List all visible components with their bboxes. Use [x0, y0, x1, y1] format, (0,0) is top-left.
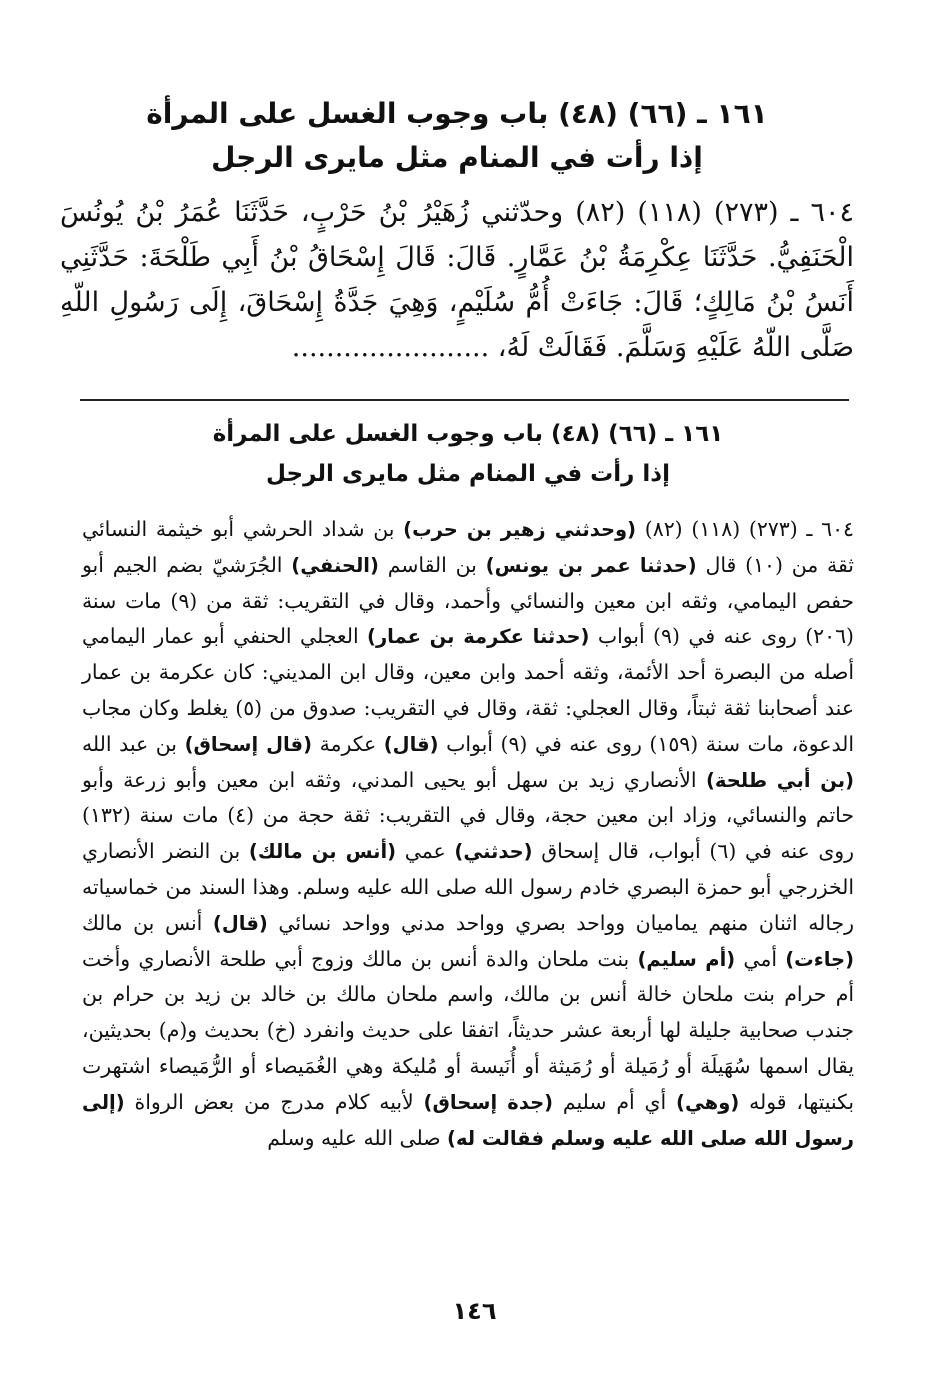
- section-divider: [80, 399, 849, 401]
- quoted-narration: (أنس بن مالك): [248, 840, 397, 864]
- quoted-narration: (أم سليم): [637, 947, 736, 971]
- chapter-heading-line2: إذا رأت في المنام مثل مايرى الرجل: [211, 141, 703, 174]
- commentary-segment: بنت ملحان والدة أنس بن مالك وزوج أبي طلحة الأنصاري وأخت أم حرام بنت ملحان خالة أنس بن مالك، واسم ملحان مالك بن خالد بن زيد بن حرام بن جندب صحابية جليلة لها أربعة عشر حديثاً، اتفقا على حديث وانفرد (خ) بحديث و(م) بحديثين، يقال اسمها سُهَيلَة أو رُمَيلة أو رُمَيثة أو أُنَيسة أو مُليكة وهي الغُمَيصاء أو الرُّمَيصاء اشتهرت بكنيتها، قوله: [82, 946, 855, 1114]
- commentary-segment: صلى الله عليه وسلم: [267, 1125, 448, 1150]
- ellipsis-dots: .......................: [291, 332, 490, 363]
- commentary-segment: ٦٠٤ ـ (٢٧٣) (١١٨) (٨٢): [636, 517, 854, 541]
- commentary-segment: لأبيه كلام مدرج من بعض الرواة: [124, 1089, 424, 1114]
- commentary-segment: عمي: [396, 839, 455, 864]
- commentary-segment: الجُرَشيّ بضم الجيم أبو حفص اليمامي، وثقه ابن معين والنسائي وأحمد، وقال في التقريب: ثقة من (٩) مات سنة (٢٠٦) روى عنه في (٩) أبواب: [82, 552, 854, 649]
- commentary-segment: بن النضر الأنصاري الخزرجي أبو حمزة البصري خادم رسول الله صلى الله عليه وسلم. وهذا السند من خماسياته رجاله اثنان منهم يماميان وواحد بصري وواحد مدني وواحد نسائي: [82, 839, 855, 935]
- commentary-segment: عكرمة: [312, 731, 384, 756]
- quoted-narration: (جاءت): [785, 947, 855, 971]
- quoted-narration: (قال): [383, 732, 439, 756]
- quoted-narration: (وهي): [676, 1090, 740, 1114]
- hadith-body: ٦٠٤ ـ (٢٧٣) (١١٨) (٨٢) وحدّثني زُهَيْرُ بْنُ حَرْبٍ، حَدَّثَنَا عُمَرُ بْنُ يُونُسَ الْحَنَفِيُّ. حَدَّثَنَا عِكْرِمَةُ بْنُ عَمَّارٍ. قَالَ: قَالَ إِسْحَاقُ بْنُ أَبِي طَلْحَةَ: حَدَّثَنِي أَنَسُ بْنُ مَالِكٍ؛ قَالَ: جَاءَتْ أُمُّ سُلَيْمٍ، وَهِيَ جَدَّةُ إِسْحَاقَ، إِلَى رَسُولِ اللّهِ صَلَّى اللّهُ عَلَيْهِ وَسَلَّمَ. فَقَالَتْ لَهُ،: [60, 197, 854, 363]
- quoted-narration: (جدة إسحاق): [423, 1090, 554, 1114]
- quoted-narration: (قال إسحاق): [184, 732, 312, 756]
- hadith-block: [60, 92, 854, 370]
- commentary-segment: بن القاسم: [378, 552, 486, 577]
- commentary-block: [82, 414, 854, 1156]
- quoted-narration: (بن أبي طلحة): [705, 768, 854, 792]
- page-number: ١٤٦: [452, 1297, 497, 1325]
- commentary-heading-line1: ١٦١ ـ (٦٦) (٤٨) باب وجوب الغسل على المرأة: [212, 421, 724, 447]
- hadith-text: [60, 190, 854, 370]
- quoted-narration: (حدثنا عكرمة بن عمار): [367, 625, 590, 649]
- commentary-segment: أمي: [735, 946, 786, 971]
- commentary-text: [82, 512, 854, 1156]
- commentary-segment: الأنصاري زيد بن سهل أبو يحيى المدني، وثقه ابن معين وأبو زرعة وأبو حاتم والنسائي، وزاد ابن معين حجة، وقال في التقريب: ثقة حجة من (٤) مات سنة (١٣٢) روى عنه في (٦) أبواب، قال إسحاق: [82, 767, 855, 864]
- commentary-segment: بن شداد الحرشي أبو خيثمة النسائي ثقة من (١٠) قال: [82, 517, 854, 577]
- chapter-heading-line1: ١٦١ ـ (٦٦) (٤٨) باب وجوب الغسل على المرأة: [146, 97, 768, 130]
- commentary-segment: أي أم سليم: [553, 1089, 677, 1114]
- quoted-narration: (الحنفي): [291, 553, 379, 577]
- quoted-narration: (حدثني): [454, 840, 533, 864]
- commentary-heading-line2: إذا رأت في المنام مثل مايرى الرجل: [266, 461, 670, 487]
- quoted-narration: (قال): [212, 911, 268, 935]
- quoted-narration: (إلى رسول الله صلى الله عليه وسلم فقالت له): [82, 1090, 854, 1150]
- quoted-narration: (حدثنا عمر بن يونس): [485, 553, 697, 577]
- commentary-segment: أنس بن مالك: [82, 910, 213, 935]
- commentary-segment: العجلي الحنفي أبو عمار اليمامي أصله من البصرة أحد الأئمة، وثقه أحمد وابن معين، وقال ابن المديني: كان عكرمة بن عمار عند أصحابنا ثقة ثبتاً، وقال العجلي: ثقة، وقال في التقريب: صدوق من (٥) يغلط وكان مجاب الدعوة، مات سنة (١٥٩) روى عنه في (٩) أبواب: [82, 624, 855, 756]
- quoted-narration: (وحدثني زهير بن حرب): [403, 518, 637, 541]
- commentary-segment: بن عبد الله: [82, 731, 185, 756]
